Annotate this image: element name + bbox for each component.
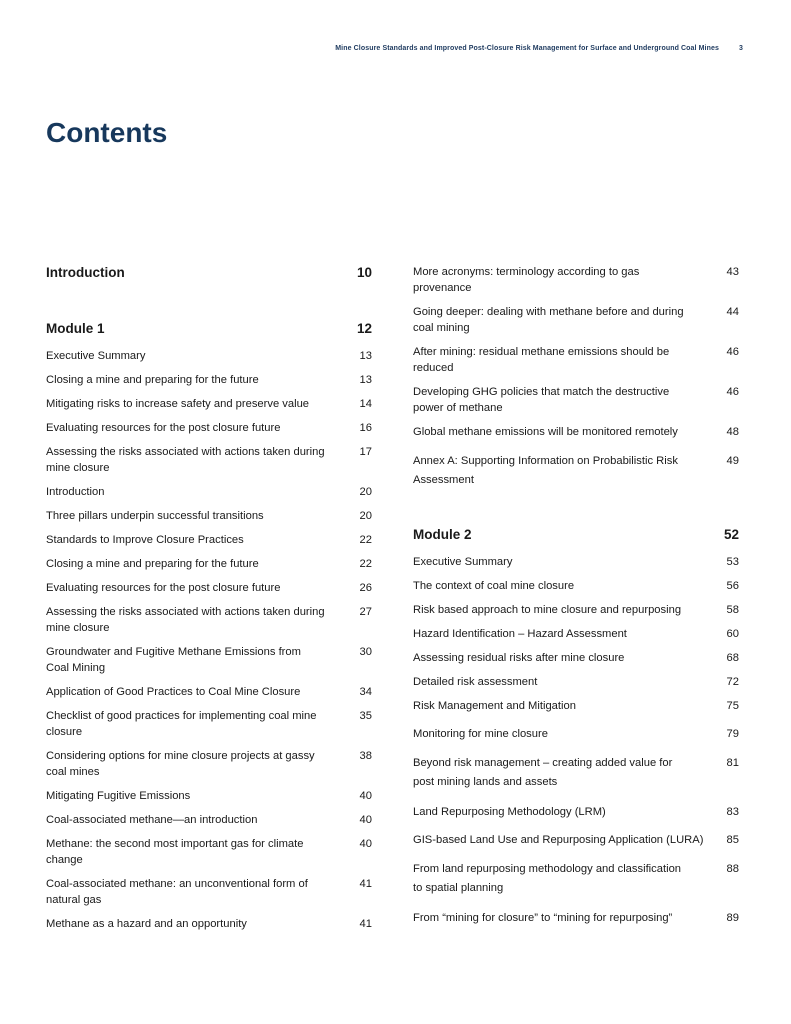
toc-entry-page: 41 <box>359 878 372 890</box>
toc-entry-title: Beyond risk management – creating added value for post mining lands and assets <box>413 757 673 788</box>
toc-entry-page: 40 <box>359 814 372 826</box>
toc-entry-page: 38 <box>359 750 372 762</box>
toc-entry-title: Monitoring for mine closure <box>413 728 548 740</box>
toc-entry-title: Mitigating risks to increase safety and preserve value <box>46 398 310 410</box>
toc-entry-title: From “mining for closure” to “mining for repurposing” <box>413 912 673 924</box>
toc-entry[interactable] <box>413 754 739 792</box>
toc-entry[interactable] <box>413 860 739 898</box>
toc-entry-title: Assessing the risks associated with actions taken during mine closure <box>46 446 325 474</box>
toc-entry[interactable] <box>413 626 739 642</box>
toc-entry-page: 26 <box>359 582 372 594</box>
toc-entry-title: Methane as a hazard and an opportunity <box>46 918 247 930</box>
toc-entry-title: GIS-based Land Use and Repurposing Application (LURA) <box>413 834 704 846</box>
toc-entry-page: 44 <box>726 306 739 318</box>
toc-entry-title: Detailed risk assessment <box>413 676 538 688</box>
toc-entry-page: 72 <box>726 676 739 688</box>
toc-entry-title: Going deeper: dealing with methane before and during coal mining <box>413 306 684 334</box>
toc-entry-title: Three pillars underpin successful transitions <box>46 510 264 522</box>
toc-entry-title: Risk based approach to mine closure and repurposing <box>413 604 682 616</box>
toc-entry-page: 58 <box>726 604 739 616</box>
toc-entry-title: Module 2 <box>413 527 472 542</box>
toc-entry[interactable] <box>46 372 372 388</box>
toc-entry[interactable] <box>413 650 739 666</box>
toc-entry-title: Closing a mine and preparing for the future <box>46 558 259 570</box>
toc-entry[interactable] <box>46 748 372 780</box>
toc-entry-title: Closing a mine and preparing for the future <box>46 374 259 386</box>
toc-entry[interactable] <box>46 836 372 868</box>
toc-entry-page: 52 <box>723 527 739 542</box>
toc-entry-page: 60 <box>726 628 739 640</box>
toc-entry[interactable] <box>46 556 372 572</box>
toc-entry-page: 43 <box>726 266 739 278</box>
toc-entry-page: 81 <box>726 757 739 769</box>
toc-entry[interactable] <box>46 348 372 364</box>
toc-entry[interactable] <box>413 804 739 820</box>
toc-entry-title: After mining: residual methane emissions should be reduced <box>413 346 670 374</box>
toc-entry-title: Executive Summary <box>46 350 146 362</box>
toc-entry-title: Hazard Identification – Hazard Assessment <box>413 628 627 640</box>
toc-entry[interactable] <box>46 532 372 548</box>
toc-entry-page: 46 <box>726 346 739 358</box>
toc-entry[interactable] <box>413 344 739 376</box>
toc-entry-page: 12 <box>356 321 372 336</box>
toc-entry[interactable] <box>413 726 739 742</box>
toc-entry-title: Methane: the second most important gas for climate change <box>46 838 304 866</box>
toc-entry-page: 79 <box>726 728 739 740</box>
toc-entry-page: 16 <box>359 422 372 434</box>
toc-entry-page: 22 <box>359 558 372 570</box>
toc-entry-page: 13 <box>359 350 372 362</box>
toc-left-column <box>46 264 372 932</box>
toc-entry-title: The context of coal mine closure <box>413 580 575 592</box>
toc-entry[interactable] <box>46 708 372 740</box>
toc-heading[interactable] <box>413 526 739 544</box>
toc-heading[interactable] <box>46 320 372 338</box>
toc-entry[interactable] <box>46 580 372 596</box>
toc-entry-title: Evaluating resources for the post closure future <box>46 422 281 434</box>
toc-heading[interactable] <box>46 264 372 282</box>
toc-entry[interactable] <box>46 396 372 412</box>
toc-entry[interactable] <box>46 684 372 700</box>
toc-entry-page: 34 <box>359 686 372 698</box>
toc-entry-title: Coal-associated methane—an introduction <box>46 814 258 826</box>
toc-entry-title: Mitigating Fugitive Emissions <box>46 790 191 802</box>
toc-entry-page: 48 <box>726 426 739 438</box>
toc-entry[interactable] <box>413 264 739 296</box>
toc-entry-title: Executive Summary <box>413 556 513 568</box>
toc-entry[interactable] <box>413 452 739 490</box>
toc-entry-page: 53 <box>726 556 739 568</box>
page-number: 3 <box>739 45 743 52</box>
toc-entry[interactable] <box>46 508 372 524</box>
toc-entry[interactable] <box>413 578 739 594</box>
toc-entry-page: 14 <box>359 398 372 410</box>
toc-entry-page: 20 <box>359 486 372 498</box>
toc-entry-page: 13 <box>359 374 372 386</box>
toc-entry[interactable] <box>46 420 372 436</box>
toc-entry-title: Risk Management and Mitigation <box>413 700 576 712</box>
toc-entry-title: Introduction <box>46 265 125 280</box>
toc-right-column <box>413 264 739 926</box>
toc-entry[interactable] <box>46 604 372 636</box>
toc-entry-page: 40 <box>359 838 372 850</box>
toc-entry-title: Application of Good Practices to Coal Mine Closure <box>46 686 301 698</box>
toc-entry-page: 27 <box>359 606 372 618</box>
toc-entry-page: 41 <box>359 918 372 930</box>
toc-entry-title: Assessing residual risks after mine closure <box>413 652 625 664</box>
toc-entry-title: More acronyms: terminology according to gas provenance <box>413 266 640 294</box>
toc-entry-page: 68 <box>726 652 739 664</box>
toc-entry-title: Considering options for mine closure projects at gassy coal mines <box>46 750 315 778</box>
toc-entry[interactable] <box>413 602 739 618</box>
toc-entry-page: 56 <box>726 580 739 592</box>
toc-entry-page: 85 <box>726 834 739 846</box>
toc-entry[interactable] <box>413 698 739 714</box>
toc-entry[interactable] <box>46 916 372 932</box>
toc-entry[interactable] <box>413 910 739 926</box>
toc-entry[interactable] <box>46 788 372 804</box>
toc-entry-title: Annex A: Supporting Information on Probabilistic Risk Assessment <box>413 455 678 486</box>
toc-entry[interactable] <box>46 484 372 500</box>
toc-entry-page: 88 <box>726 863 739 875</box>
toc-entry-page: 30 <box>359 646 372 658</box>
toc-entry-title: From land repurposing methodology and classification to spatial planning <box>413 863 682 894</box>
toc-entry[interactable] <box>46 812 372 828</box>
toc-entry-page: 75 <box>726 700 739 712</box>
toc-entry-title: Introduction <box>46 486 105 498</box>
toc-entry[interactable] <box>413 304 739 336</box>
toc-entry-title: Evaluating resources for the post closure future <box>46 582 281 594</box>
toc-entry-page: 89 <box>726 912 739 924</box>
running-header <box>335 45 743 52</box>
toc-entry-page: 10 <box>356 265 372 280</box>
toc-entry-page: 46 <box>726 386 739 398</box>
toc-entry[interactable] <box>413 554 739 570</box>
toc-entry-page: 35 <box>359 710 372 722</box>
toc-entry-title: Land Repurposing Methodology (LRM) <box>413 806 606 818</box>
toc-entry-title: Groundwater and Fugitive Methane Emissions from Coal Mining <box>46 646 301 674</box>
toc-entry-page: 40 <box>359 790 372 802</box>
toc-entry-page: 83 <box>726 806 739 818</box>
toc-entry-title: Module 1 <box>46 321 105 336</box>
toc-entry[interactable] <box>46 444 372 476</box>
toc-entry-title: Standards to Improve Closure Practices <box>46 534 244 546</box>
toc-entry-title: Developing GHG policies that match the destructive power of methane <box>413 386 670 414</box>
page-title: Contents <box>46 117 168 148</box>
toc-entry-title: Global methane emissions will be monitored remotely <box>413 426 678 438</box>
toc-entry-title: Coal-associated methane: an unconventional form of natural gas <box>46 878 308 906</box>
toc-entry-page: 17 <box>359 446 372 458</box>
toc-entry[interactable] <box>46 644 372 676</box>
toc-entry[interactable] <box>413 674 739 690</box>
toc-entry-page: 20 <box>359 510 372 522</box>
toc-entry-page: 22 <box>359 534 372 546</box>
toc-entry-title: Checklist of good practices for implementing coal mine closure <box>46 710 317 738</box>
toc-entry-title: Assessing the risks associated with actions taken during mine closure <box>46 606 325 634</box>
running-title: Mine Closure Standards and Improved Post-Closure Risk Management for Surface and Underground Coal Mines <box>335 45 719 52</box>
toc-entry[interactable] <box>413 384 739 416</box>
toc-entry-page: 49 <box>726 455 739 467</box>
toc-entry[interactable] <box>413 832 739 848</box>
toc-entry[interactable] <box>413 424 739 440</box>
toc-entry[interactable] <box>46 876 372 908</box>
